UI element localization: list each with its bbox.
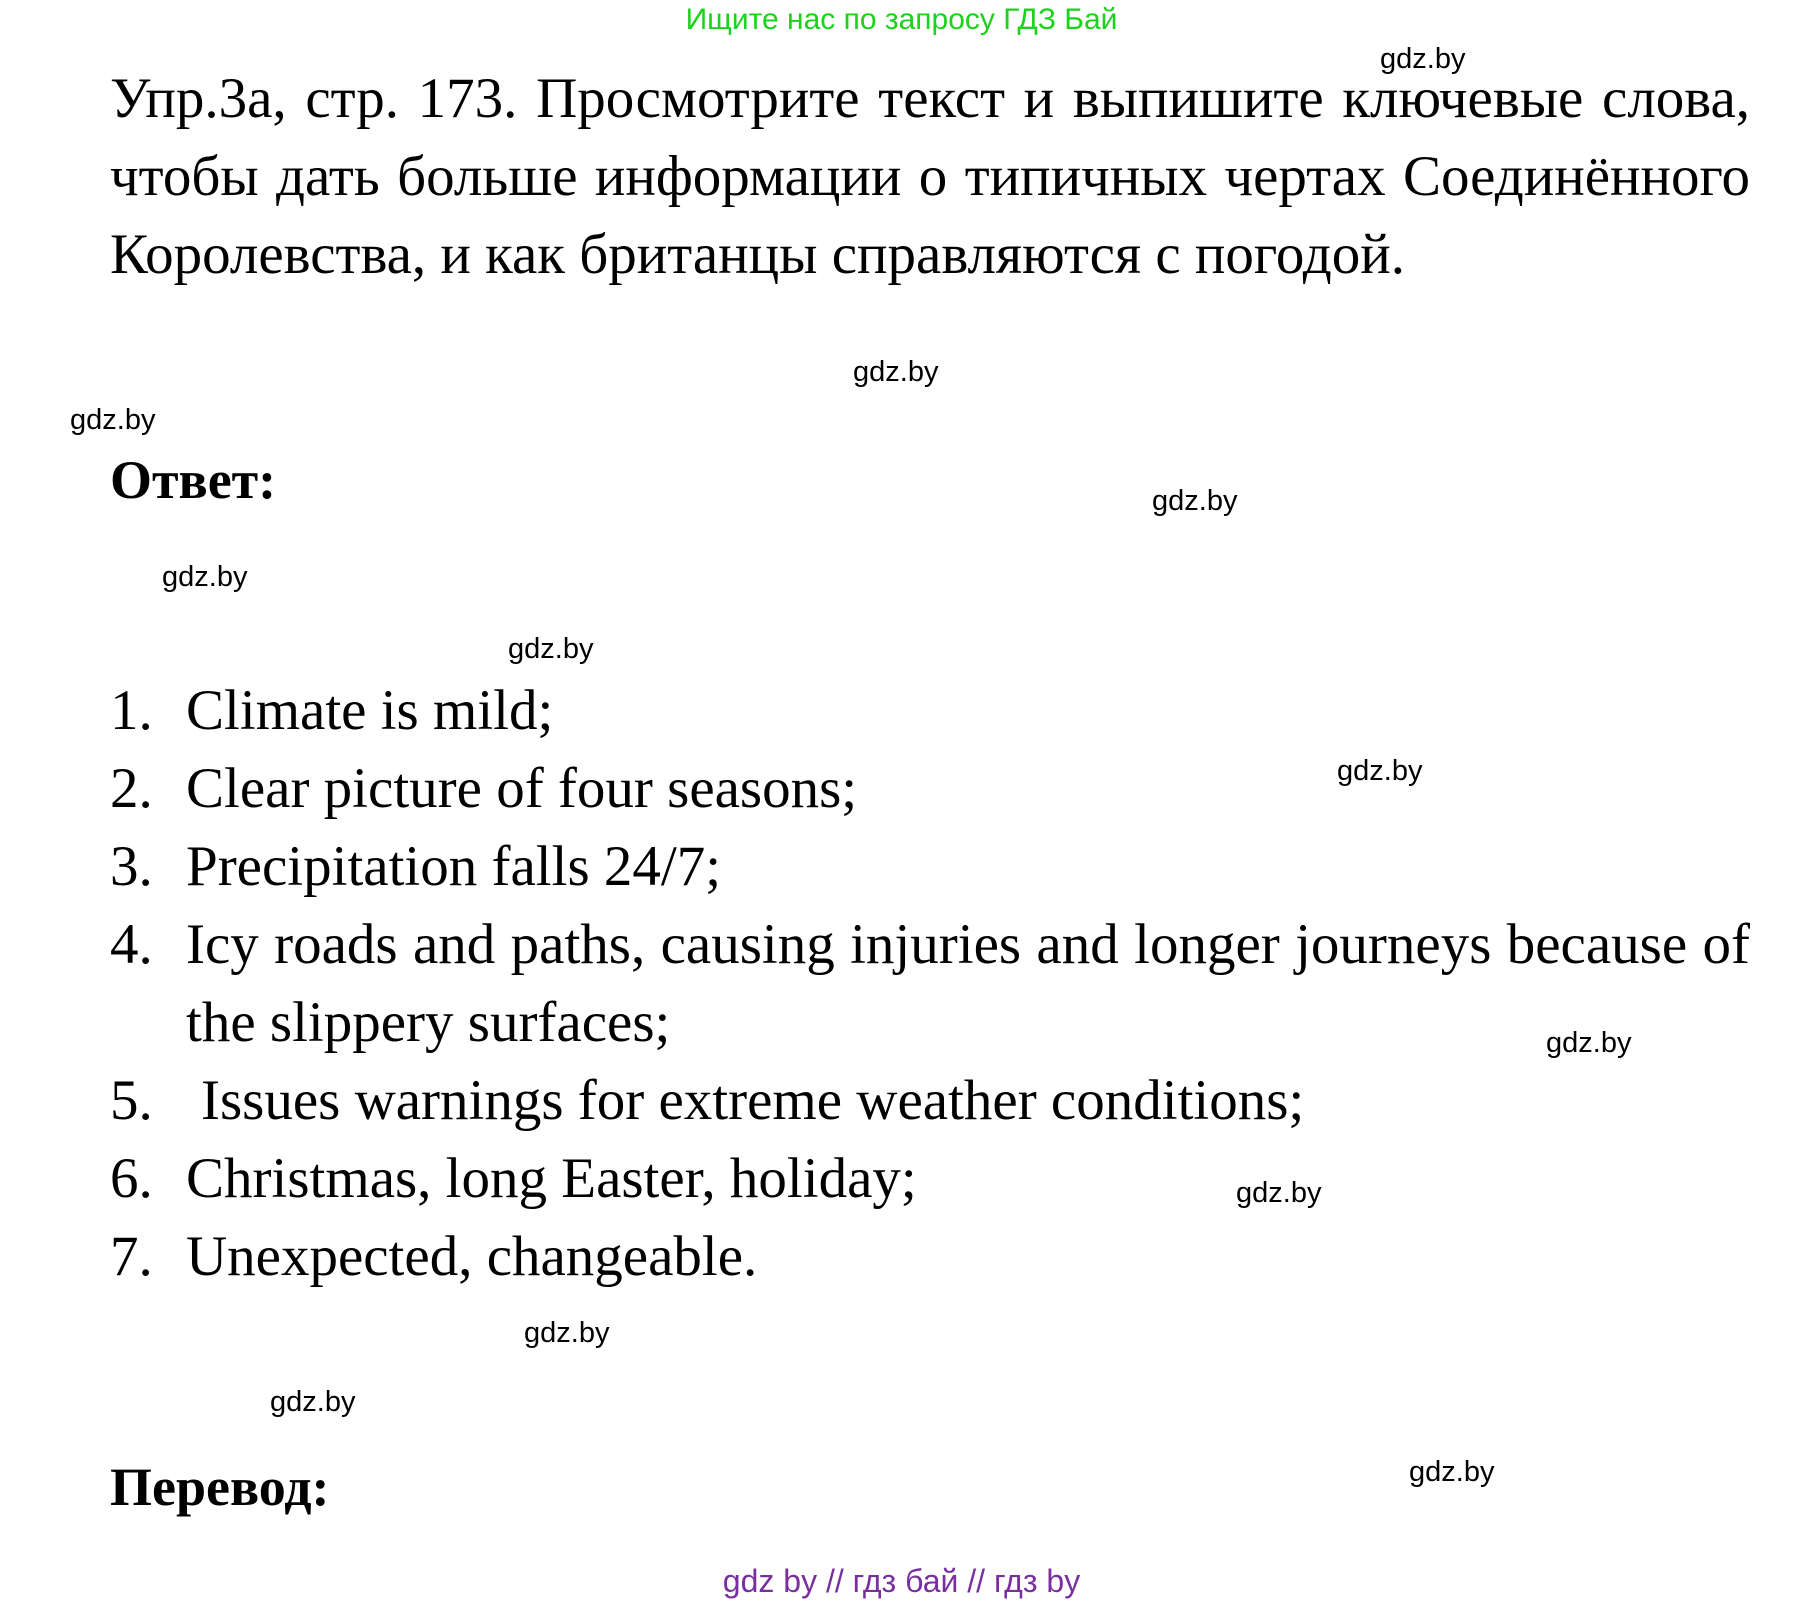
answer-number: 2. — [110, 757, 153, 820]
watermark: gdz.by — [524, 1317, 610, 1349]
answer-number: 1. — [110, 679, 153, 742]
watermark: gdz.by — [1380, 43, 1466, 75]
answer-text: Unexpected, changeable. — [186, 1225, 758, 1288]
answer-text: Clear picture of four seasons; — [186, 757, 858, 820]
answer-item — [110, 1140, 1750, 1218]
answer-number: 6. — [110, 1147, 153, 1210]
watermark: gdz.by — [853, 356, 939, 388]
answer-text: Precipitation falls 24/7; — [186, 835, 722, 898]
search-banner: Ищите нас по запросу ГДЗ Бай — [685, 3, 1118, 36]
watermark: gdz.by — [1546, 1027, 1632, 1059]
watermark: gdz.by — [1236, 1177, 1322, 1209]
watermark: gdz.by — [1337, 755, 1423, 787]
answer-text: Climate is mild; — [186, 679, 554, 742]
answer-item — [110, 750, 1750, 828]
answer-item — [110, 1062, 1750, 1140]
translation-heading: Перевод: — [110, 1457, 330, 1517]
watermark: gdz.by — [270, 1386, 356, 1418]
answer-text: Issues warnings for extreme weather conditions; — [201, 1069, 1305, 1132]
answer-number: 4. — [110, 913, 153, 976]
answer-number: 3. — [110, 835, 153, 898]
answer-item — [110, 828, 1750, 906]
watermark: gdz.by — [162, 561, 248, 593]
watermark: gdz.by — [1409, 1456, 1495, 1488]
answer-text: Icy roads and paths, causing injuries and longer journeys because of the slippery surfaces; — [186, 913, 1750, 1054]
answer-heading: Ответ: — [110, 450, 277, 510]
watermark: gdz.by — [70, 404, 156, 436]
answer-text: Christmas, long Easter, holiday; — [186, 1147, 917, 1210]
answer-number: 7. — [110, 1225, 153, 1288]
answer-number: 5. — [110, 1069, 153, 1132]
footer-links: gdz by // гдз бай // гдз by — [722, 1563, 1081, 1599]
answer-item — [110, 672, 1750, 750]
watermark: gdz.by — [1152, 485, 1238, 517]
answer-list — [110, 672, 1750, 1296]
answer-item — [110, 1218, 1750, 1296]
watermark: gdz.by — [508, 633, 594, 665]
answer-item — [110, 906, 1750, 1062]
task-statement: Упр.3а, стр. 173. Просмотрите текст и выпишите ключевые слова, чтобы дать больше информации о типичных чертах Соединённого Королевства, и как британцы справляются с погодой. — [110, 67, 1750, 286]
